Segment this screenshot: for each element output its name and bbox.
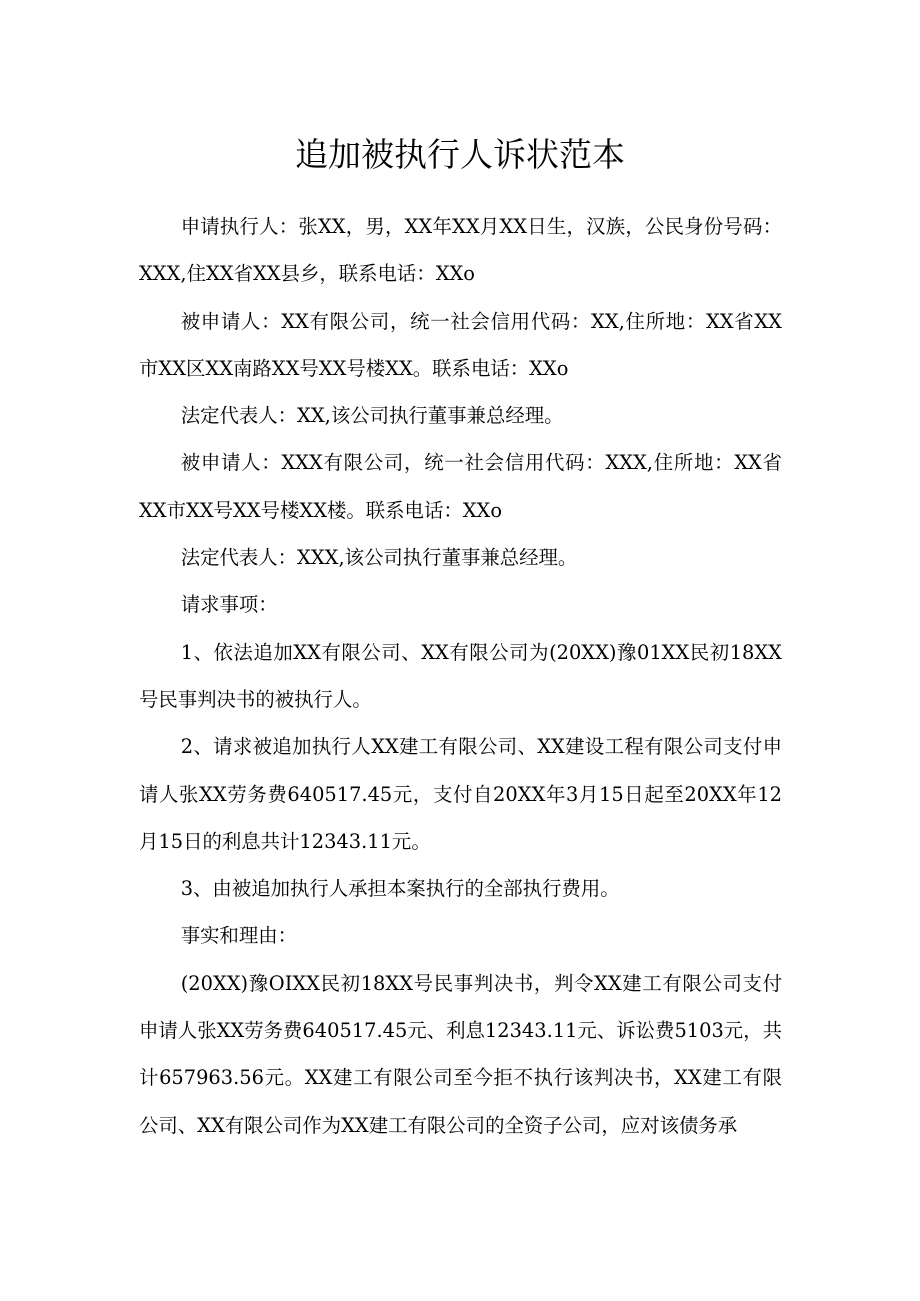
document-body bbox=[139, 203, 782, 1149]
paragraph-claims-heading: 请求事项： bbox=[180, 593, 278, 617]
paragraph-respondent-2: 被申请人：XXX有限公司，统一社会信用代码：XXX,住所地：XX省XX市XX号XX号楼XX楼。联系电话：XXo bbox=[139, 451, 782, 522]
paragraph-respondent-1: 被申请人：XX有限公司，统一社会信用代码：XX,住所地：XX省XX市XX区XX南路XX号XX号楼XX。联系电话：XXo bbox=[139, 309, 782, 380]
paragraph-claim-3: 3、由被追加执行人承担本案执行的全部执行费用。 bbox=[180, 877, 620, 901]
paragraph-claim-2: 2、请求被追加执行人XX建工有限公司、XX建设工程有限公司支付申请人张XX劳务费640517.45元，支付自20XX年3月15日起至20XX年12月15日的利息共计12343.11元。 bbox=[139, 735, 782, 853]
paragraph-applicant: 申请执行人：张XX，男，XX年XX月XX日生，汉族，公民身份号码：XXX,住XX省XX县乡，联系电话：XXo bbox=[139, 215, 782, 286]
paragraph-legal-rep-1: 法定代表人：XX,该公司执行董事兼总经理。 bbox=[180, 404, 564, 428]
paragraph-facts-body: (20XX)豫OIXX民初18XX号民事判决书，判令XX建工有限公司支付申请人张XX劳务费640517.45元、利息12343.11元、诉讼费5103元，共计657963.56元。XX建工有限公司至今拒不执行该判决书，XX建工有限公司、XX有限公司作为XX建工有限公司的全资子公司，应对该债务承 bbox=[139, 971, 782, 1137]
paragraph-claim-1: 1、依法追加XX有限公司、XX有限公司为(20XX)豫01XX民初18XX号民事判决书的被执行人。 bbox=[139, 640, 782, 711]
paragraph-legal-rep-2: 法定代表人：XXX,该公司执行董事兼总经理。 bbox=[180, 546, 578, 570]
paragraph-facts-heading: 事实和理由： bbox=[180, 924, 298, 948]
document-title: 追加被执行人诉状范本 bbox=[295, 135, 625, 175]
